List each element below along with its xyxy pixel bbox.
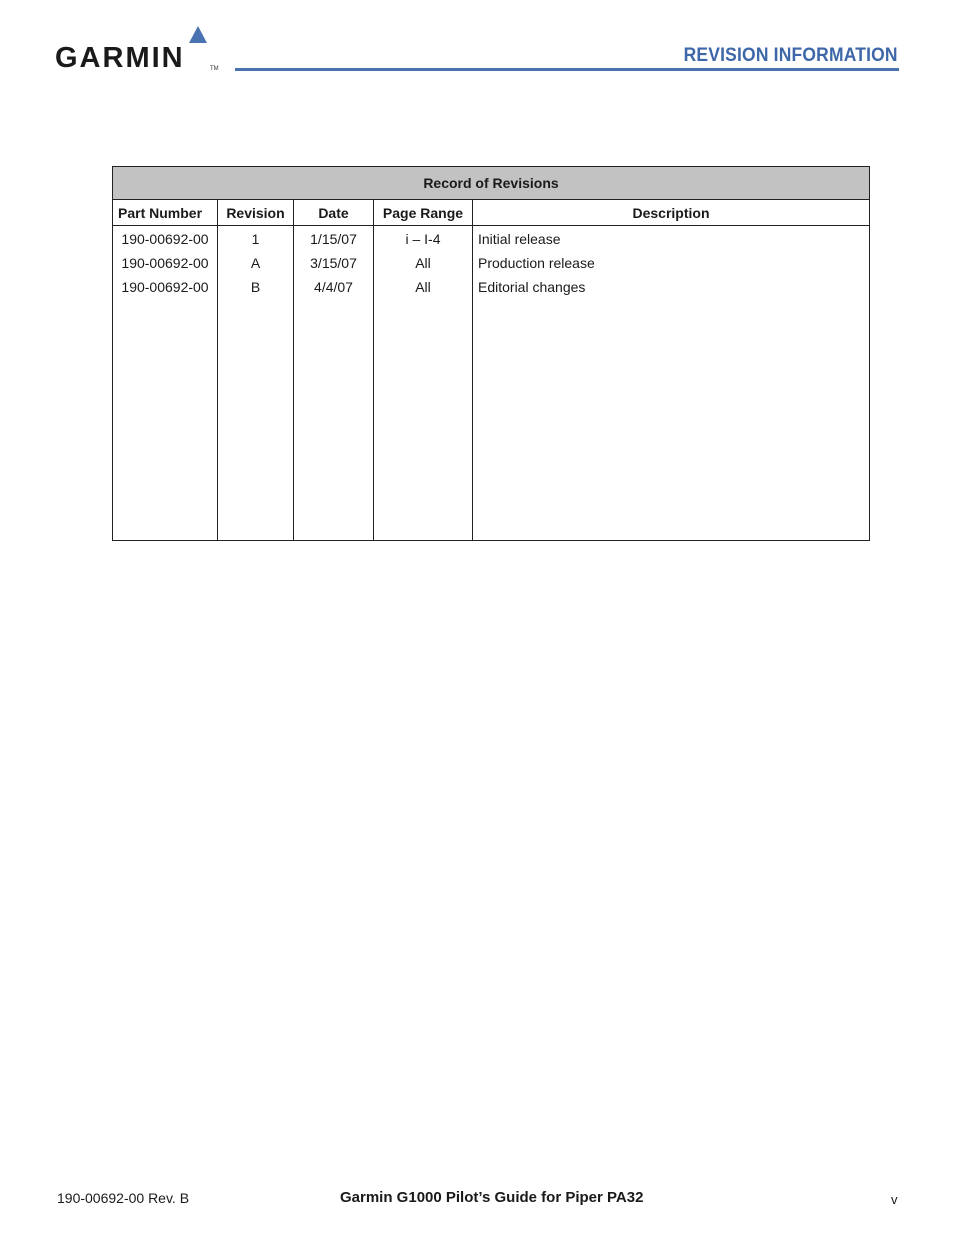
column-header-revision: Revision [218, 200, 294, 226]
page-range-cell: All [415, 279, 431, 295]
table-caption: Record of Revisions [113, 167, 870, 200]
header-rule [235, 68, 899, 71]
garmin-logo [55, 24, 220, 76]
revision-cell: B [250, 279, 261, 295]
column-header-page-range: Page Range [374, 200, 473, 226]
footer-title: Garmin G1000 Pilot’s Guide for Piper PA32 [340, 1189, 644, 1206]
description-cell: Production release [478, 255, 595, 271]
page-range-cell: i – I-4 [405, 231, 441, 247]
table-body-row [113, 226, 870, 541]
part-number-cell: 190-00692-00 [121, 279, 209, 295]
column-header-date: Date [294, 200, 374, 226]
part-number-cell: 190-00692-00 [121, 231, 209, 247]
part-number-column [113, 226, 218, 541]
page-range-cell: All [415, 255, 431, 271]
description-cell: Editorial changes [478, 279, 586, 295]
page-range-column [374, 226, 473, 541]
revision-column [218, 226, 294, 541]
date-cell: 3/15/07 [310, 255, 357, 271]
logo-trademark: TM [210, 66, 219, 72]
revision-cell: A [250, 255, 261, 271]
description-column [473, 226, 870, 541]
description-cell: Initial release [478, 231, 561, 247]
footer-page-number: v [891, 1192, 898, 1207]
revision-cell: 1 [251, 231, 260, 247]
part-number-cell: 190-00692-00 [121, 255, 209, 271]
date-cell: 4/4/07 [314, 279, 353, 295]
date-column [294, 226, 374, 541]
logo-text: GARMIN [55, 42, 185, 74]
column-header-part-number: Part Number [113, 200, 218, 226]
section-title: REVISION INFORMATION [683, 45, 898, 66]
garmin-triangle-icon [189, 26, 207, 43]
date-cell: 1/15/07 [310, 231, 357, 247]
revisions-table [112, 166, 870, 541]
table-header-row [113, 200, 870, 226]
column-header-description: Description [473, 200, 870, 226]
footer-doc-number: 190-00692-00 Rev. B [57, 1190, 190, 1206]
table-caption-row [113, 167, 870, 200]
